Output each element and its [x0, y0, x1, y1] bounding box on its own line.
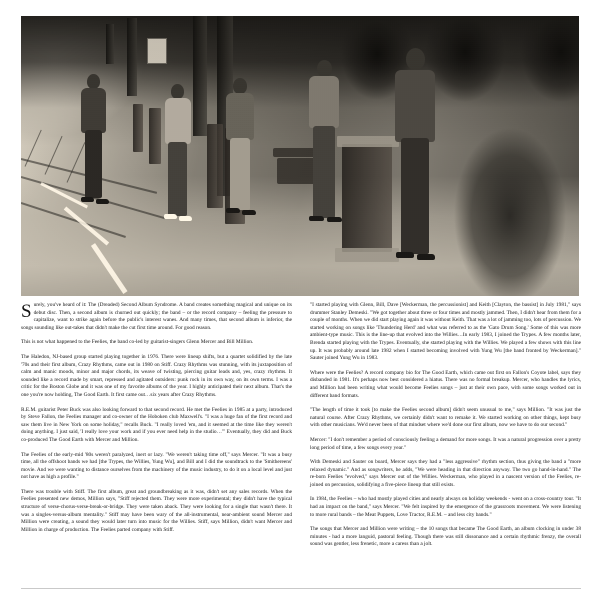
- right-text-column: [310, 302, 581, 588]
- platform-edge-stripe: [91, 243, 128, 294]
- drop-cap: S: [21, 301, 32, 322]
- paragraph-text: "The length of time it took [to make the Feelies second album] didn't seem unusual to me," says Million. "It was just the natural course. After Crazy Rhythms, we certainly didn't want to remake it. We started working on other things, kept busy with other musicians. We'd never been of that mindset where we'd done our first album, now we have to do our second.": [310, 407, 581, 429]
- brick-pier: [133, 104, 143, 152]
- article-body: [21, 302, 581, 588]
- paragraph-text: Mercer: "I don't remember a period of consciously feeling a demand for more songs. It was a natural progression over a pretty long period of time, a few songs every year.": [310, 436, 581, 451]
- paragraph-text: The songs that Mercer and Million were writing – the 10 songs that became The Good Earth, an album clocking in under 38 minutes - had a more languid, pastoral feeling. Though there was still dissonance and a certain rhythmic frenzy, the overall sound was gentler, less frenetic, more a caress than a jolt.: [310, 526, 581, 548]
- station-sign-icon: [147, 38, 167, 64]
- pier-stone-cap: [337, 136, 399, 147]
- canopy-post: [127, 18, 137, 96]
- page-bottom-rule: [21, 588, 581, 589]
- paragraph-text: With Demeski and Sauter on board, Mercer says they had a "less aggressive" rhythm section, thus giving the band a "more relaxed dynamic." And as songwriters, he adds, "We were heading in that direction anyway. The two go hand-in-hand." The re-born Feelies "evolved," says Mercer out of the Willies. Weckerman, who played in a nascent version of the Feelies, re-joined on percussion, solidifying a five-piece lineup that still exists.: [310, 459, 581, 488]
- paragraph-text: "I started playing with Glenn, Bill, Dave [Weckerman, the percussionist] and Keith [Clayton, the bassist] in July 1981," says drummer Stanley Demeski. "We got together about three or four times and mostly jammed. Then, I didn't hear from them for a couple of months. When we did start playing again it was without Keith. That was a lot of jamming too, lots of percussion. We started working on songs like 'Thundering Herd' and what was referred to as the 'Gato Drum Song.' Some of this was more ambient-type music. This is the line-up that evolved into the Willies…In early 1983, I joined the Trypes. A few months later, Brenda started playing with the Trypes. Eventually, she started playing with the Willies. We played a few shows with this line up. It was probably around late 1982 when I started becoming involved with Yung Wu [the band fronted by Weckerman]." Sauter joined Yung Wu in 1983.: [310, 302, 581, 362]
- canopy-post: [193, 16, 207, 136]
- paragraph-with-dropcap: [21, 302, 292, 332]
- paragraph-text: The Feelies of the early-mid '80s weren't paralyzed, inert or lazy. "We weren't taking time off," says Mercer. "It was a busy time, all the offshoot bands we had [the Trypes, the Willies, Yung Wu], and Bill and I did the soundtrack to the 'Smithereens' movie. And we were wanting to distance ourselves from the machinery of the music industry, to do it on a local level and just not have as high a profile.": [21, 451, 292, 481]
- paragraph-text: R.E.M. guitarist Peter Buck was also looking forward to that second record. He met the Feelies in 1985 at a party, introduced by Steve Fallon, the Feelies manager and co-owner of the Hoboken club Maxwell's. "I was a huge fan of the first record and saw them live in New York on some holiday," recalls Buck. "I really loved 'em, and it seemed at the time like they weren't doing anything. I just said, 'I really love your work and if you ever need help in the studio…'" Eventually, they did and Buck co-produced The Good Earth with Mercer and Million.: [21, 406, 292, 443]
- left-text-column: [21, 302, 292, 588]
- rail-icon: [21, 202, 126, 238]
- platform-edge-stripe: [64, 206, 109, 245]
- paragraph-text: urely, you've heard of it: The (Dreaded) Second Album Syndrome. A band creates something magical and unique on its debut disc. Then, a second album is churned out quickly; the band – or the record company – feeling the pressure to capitalize, want to strike again before the public's interest wanes. And many times, that second album is inferior, the songs sounding like out-takes that didn't make the cut first time around. For good reason.: [21, 302, 292, 331]
- brick-pier: [149, 108, 161, 164]
- brick-pier-foreground: [342, 144, 392, 252]
- paragraph-text: This is not what happened to the Feelies, the band co-led by guitarist-singers Glenn Mercer and Bill Million.: [21, 339, 254, 346]
- paragraph-text: In 1984, the Feelies – who had mostly played cities and nearly always on holiday weekends - went on a cross-country tour. "It had an impact on the band," says Mercer. "We felt inspired by the emergence of the grassroots movement. We were listening to more rural bands – the Meat Puppets, Love Tractor, R.E.M. – and less city bands.": [310, 496, 581, 518]
- pier-stone-base: [335, 248, 399, 262]
- photo-scene: [21, 16, 579, 296]
- paragraph-text: The Haledon, NJ-based group started playing together in 1976. There were lineup shifts, but a quartet solidified by the late '70s and their first album, Crazy Rhythms, came out in 1980 on Stiff. Crazy Rhythms was stunning, with its juxtaposition of calm and manic moods, minor and major chords, its weave of twisting, piercing guitar leads and, yes, crazy rhythms. It sounded like a record made by smart, repressed and agitated outsiders: punk rock in its own way, on its own terms. I was a critic for the Boston Globe and it was one of my favorite albums of the year. I highly anticipated their next album. That's the one you're now holding, The Good Earth. It first came out…six years after Crazy Rhythms.: [21, 353, 292, 398]
- brick-pier: [207, 124, 223, 208]
- rail-tie-icon: [67, 142, 86, 183]
- band-photograph: [21, 16, 579, 296]
- paragraph-text: Where were the Feelies? A record company bio for The Good Earth, which came out first on Fallon's Coyote label, says they disbanded in 1981. It's perhaps now best considered a hiatus. There was no formal breakup. Mercer, who handles the lyrics, and Million had been writing what would become Feelies songs – just at their own pace, with some songs worked out in different band formats.: [310, 369, 581, 399]
- paragraph-text: There was trouble with Stiff. The first album, great and groundbreaking as it was, didn't set any sales records. When the Feelies presented new demos, Million says, "Stiff rejected them. They were more experimental; they didn't have the typical structure of verse-chorus-verse-break-or-bridge. They were taken aback. They were looking for a single that wasn't there. It was a singles-versus-album mentality." Stiff may have been wary of the all-instrumental, near-ambient sound Mercer and Million were creating, a sound they would later turn into music for the Willies. Stiff, says Million, didn't want Mercer and Million in charge of production. The Feelies parted company with Stiff.: [21, 488, 292, 533]
- canopy-post: [106, 24, 114, 64]
